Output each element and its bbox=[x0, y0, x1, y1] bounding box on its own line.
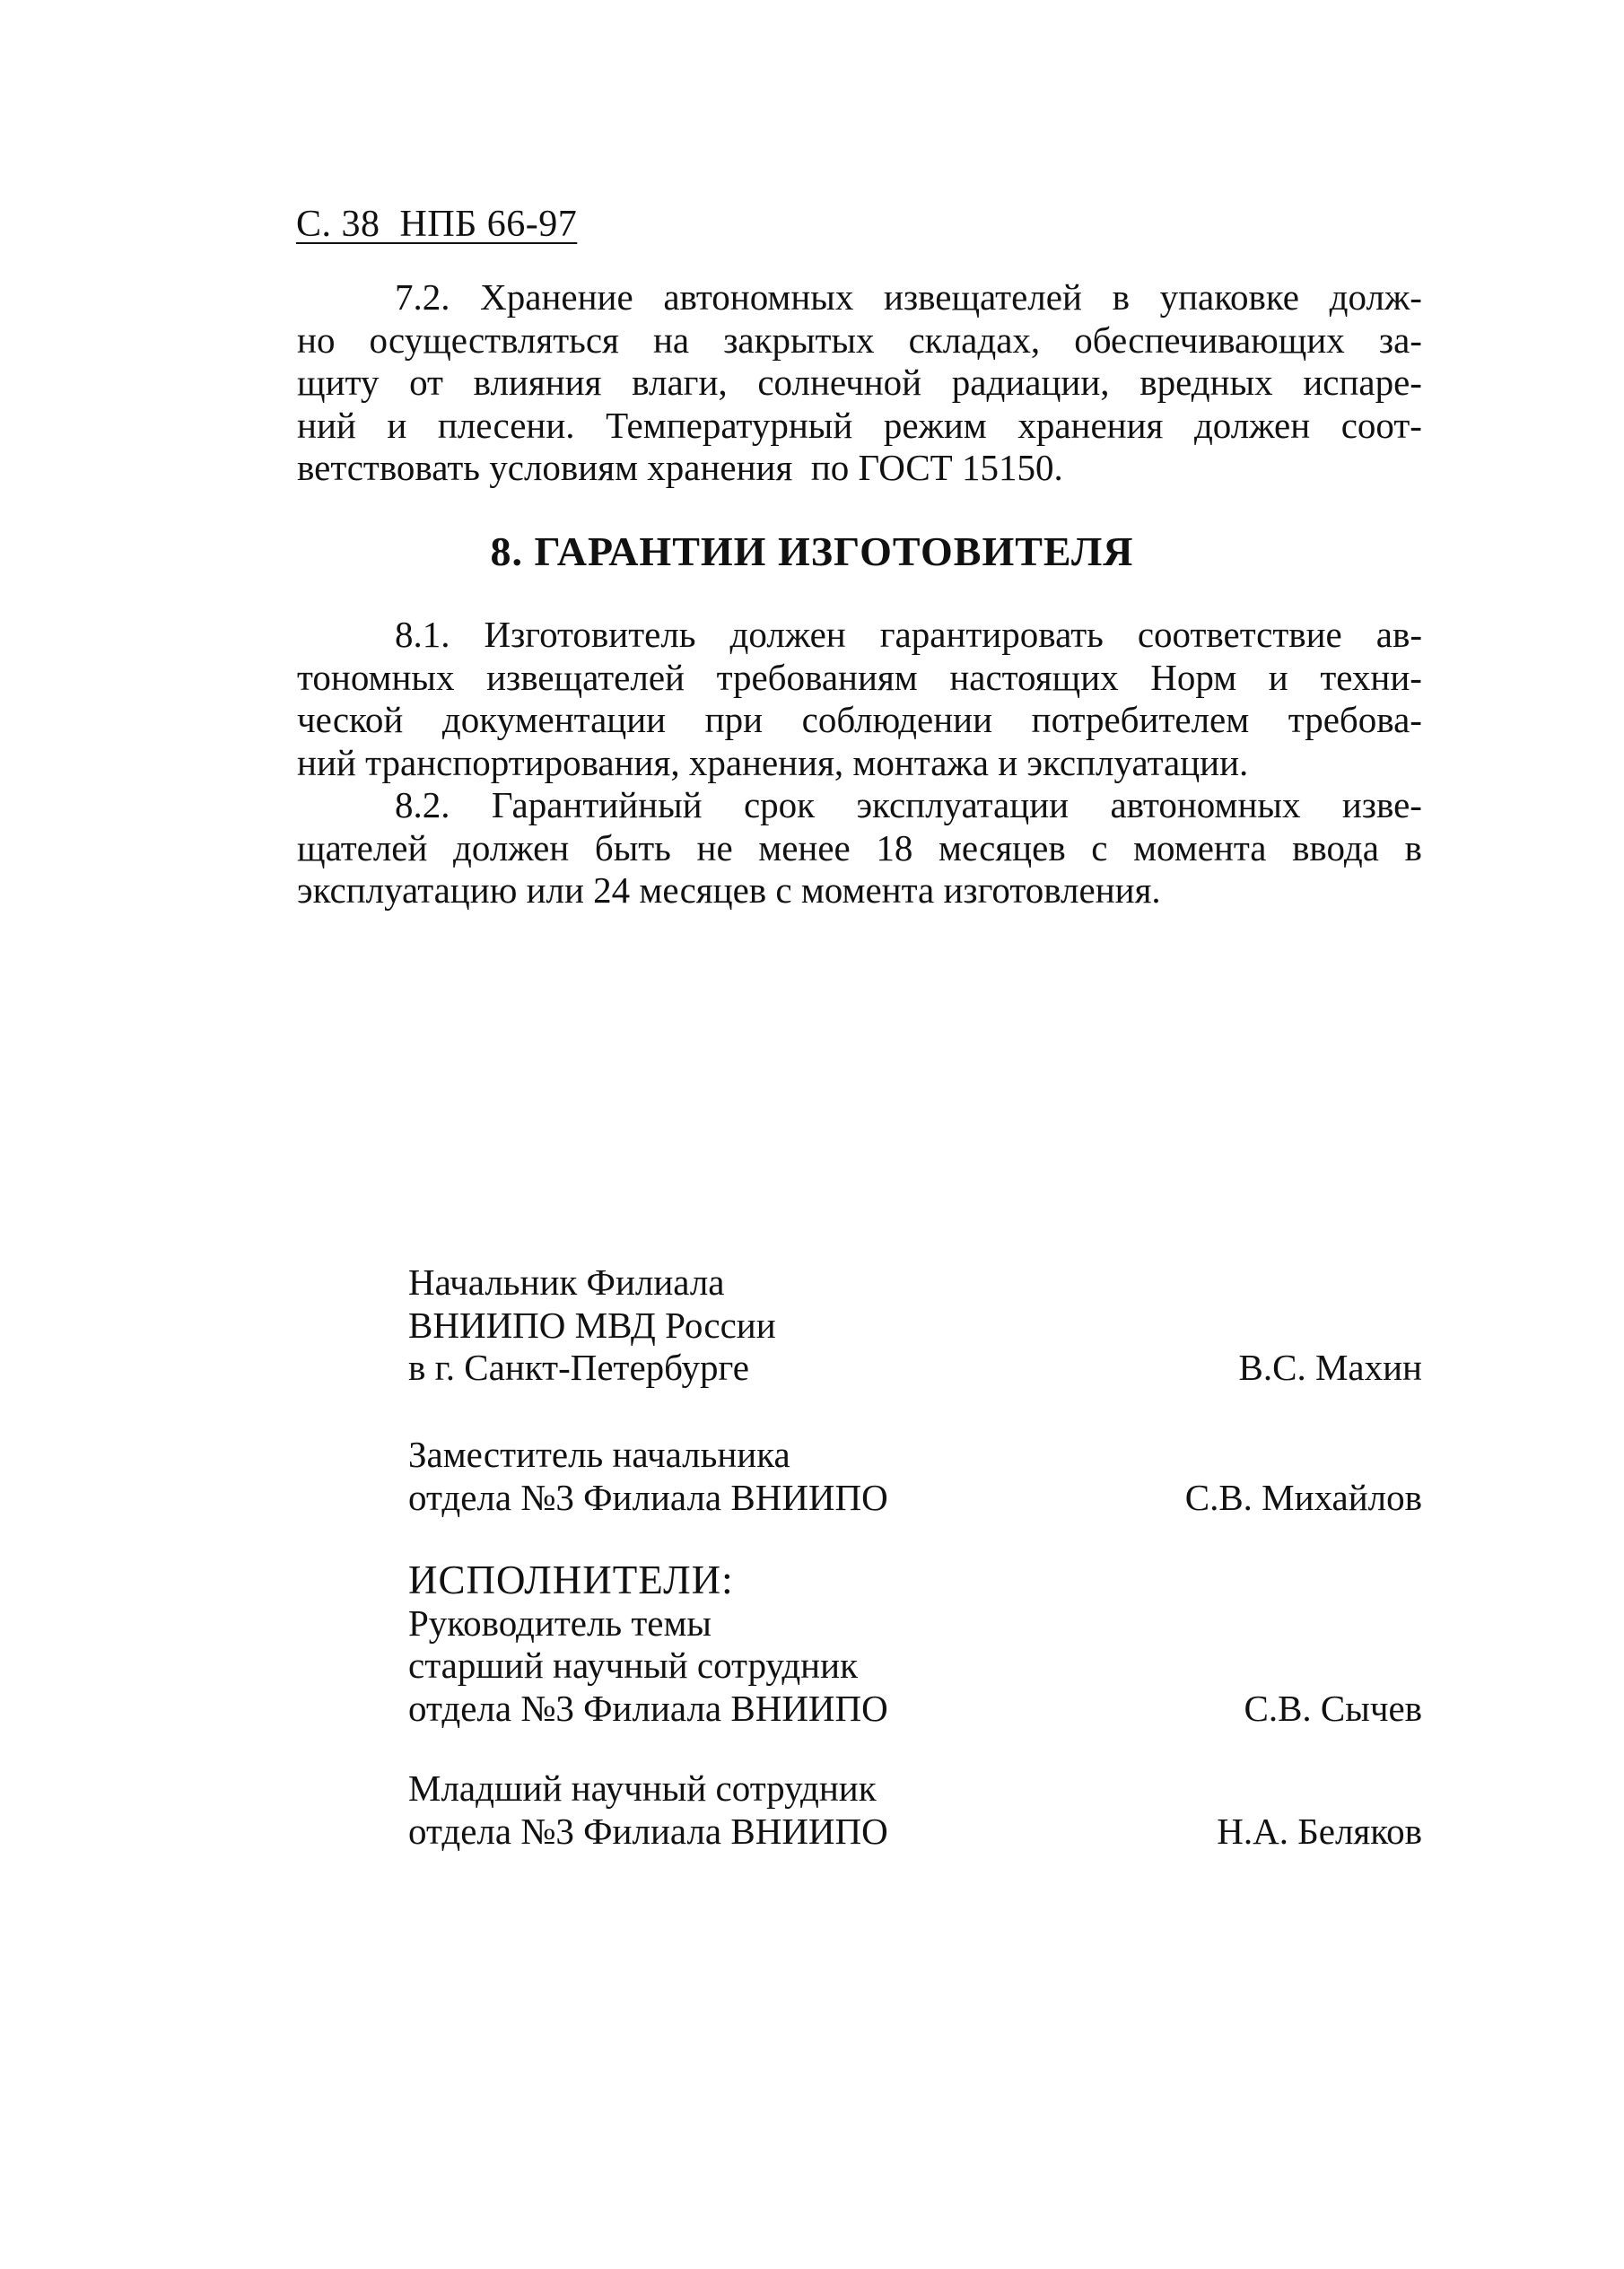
paragraph-line: 8.1. Изготовитель должен гарантировать соответствие ав- bbox=[395, 614, 1422, 655]
signatory-name: С.В. Сычев bbox=[1244, 1687, 1422, 1729]
signatory-title: отдела №3 Филиала ВНИИПО bbox=[408, 1687, 888, 1729]
section-title: 8. ГАРАНТИИ ИЗГОТОВИТЕЛЯ bbox=[490, 528, 1134, 574]
paragraph-line: ческой документации при соблюдении потребителем требова- bbox=[297, 699, 1422, 740]
signatory-name: Н.А. Беляков bbox=[1217, 1810, 1422, 1852]
signatory-title: Заместитель начальника bbox=[408, 1434, 790, 1475]
paragraph-line: тономных извещателей требованиям настоящих Норм и техни- bbox=[297, 656, 1422, 698]
paragraph-7-2 bbox=[297, 276, 1422, 490]
executors-heading: ИСПОЛНИТЕЛИ: bbox=[408, 1558, 734, 1602]
paragraph-line: но осуществляться на закрытых складах, обеспечивающих за- bbox=[297, 319, 1422, 361]
signatory-title: Руководитель темы bbox=[408, 1601, 712, 1644]
signatory-title: Начальник Филиала bbox=[408, 1261, 725, 1303]
paragraph-line: ветствовать условиям хранения по ГОСТ 15150. bbox=[297, 447, 1063, 488]
signatory-name: В.С. Махин bbox=[1238, 1347, 1422, 1388]
signatory-title: отдела №3 Филиала ВНИИПО bbox=[408, 1810, 888, 1852]
paragraph-8-2 bbox=[297, 784, 1422, 912]
paragraph-line: 7.2. Хранение автономных извещателей в упаковке долж- bbox=[395, 276, 1422, 318]
signature-chief bbox=[408, 1261, 1422, 1390]
paragraph-line: ний транспортирования, хранения, монтажа и эксплуатации. bbox=[297, 741, 1249, 783]
paragraph-line: эксплуатацию или 24 месяцев с момента изготовления. bbox=[297, 869, 1161, 911]
signature-lead bbox=[408, 1559, 1422, 1730]
signatory-title: в г. Санкт-Петербурге bbox=[408, 1347, 749, 1388]
paragraph-line: 8.2. Гарантийный срок эксплуатации автономных изве- bbox=[395, 784, 1422, 825]
paragraph-line: щиту от влияния влаги, солнечной радиации, вредных испаре- bbox=[297, 362, 1422, 403]
signatory-title: Младший научный сотрудник bbox=[408, 1767, 877, 1809]
paragraph-line: щателей должен быть не менее 18 месяцев с момента ввода в bbox=[297, 826, 1422, 868]
signature-deputy bbox=[408, 1434, 1422, 1519]
page-header: С. 38 НПБ 66-97 bbox=[296, 204, 578, 245]
signatory-name: С.В. Михайлов bbox=[1184, 1476, 1422, 1518]
signatory-title: отдела №3 Филиала ВНИИПО bbox=[408, 1476, 888, 1518]
signatory-title: старший научный сотрудник bbox=[408, 1645, 858, 1686]
signatory-title: ВНИИПО МВД России bbox=[408, 1304, 776, 1346]
signature-junior bbox=[408, 1767, 1422, 1853]
paragraph-8-1 bbox=[297, 614, 1422, 784]
paragraph-line: ний и плесени. Температурный режим хранения должен соот- bbox=[297, 404, 1422, 446]
